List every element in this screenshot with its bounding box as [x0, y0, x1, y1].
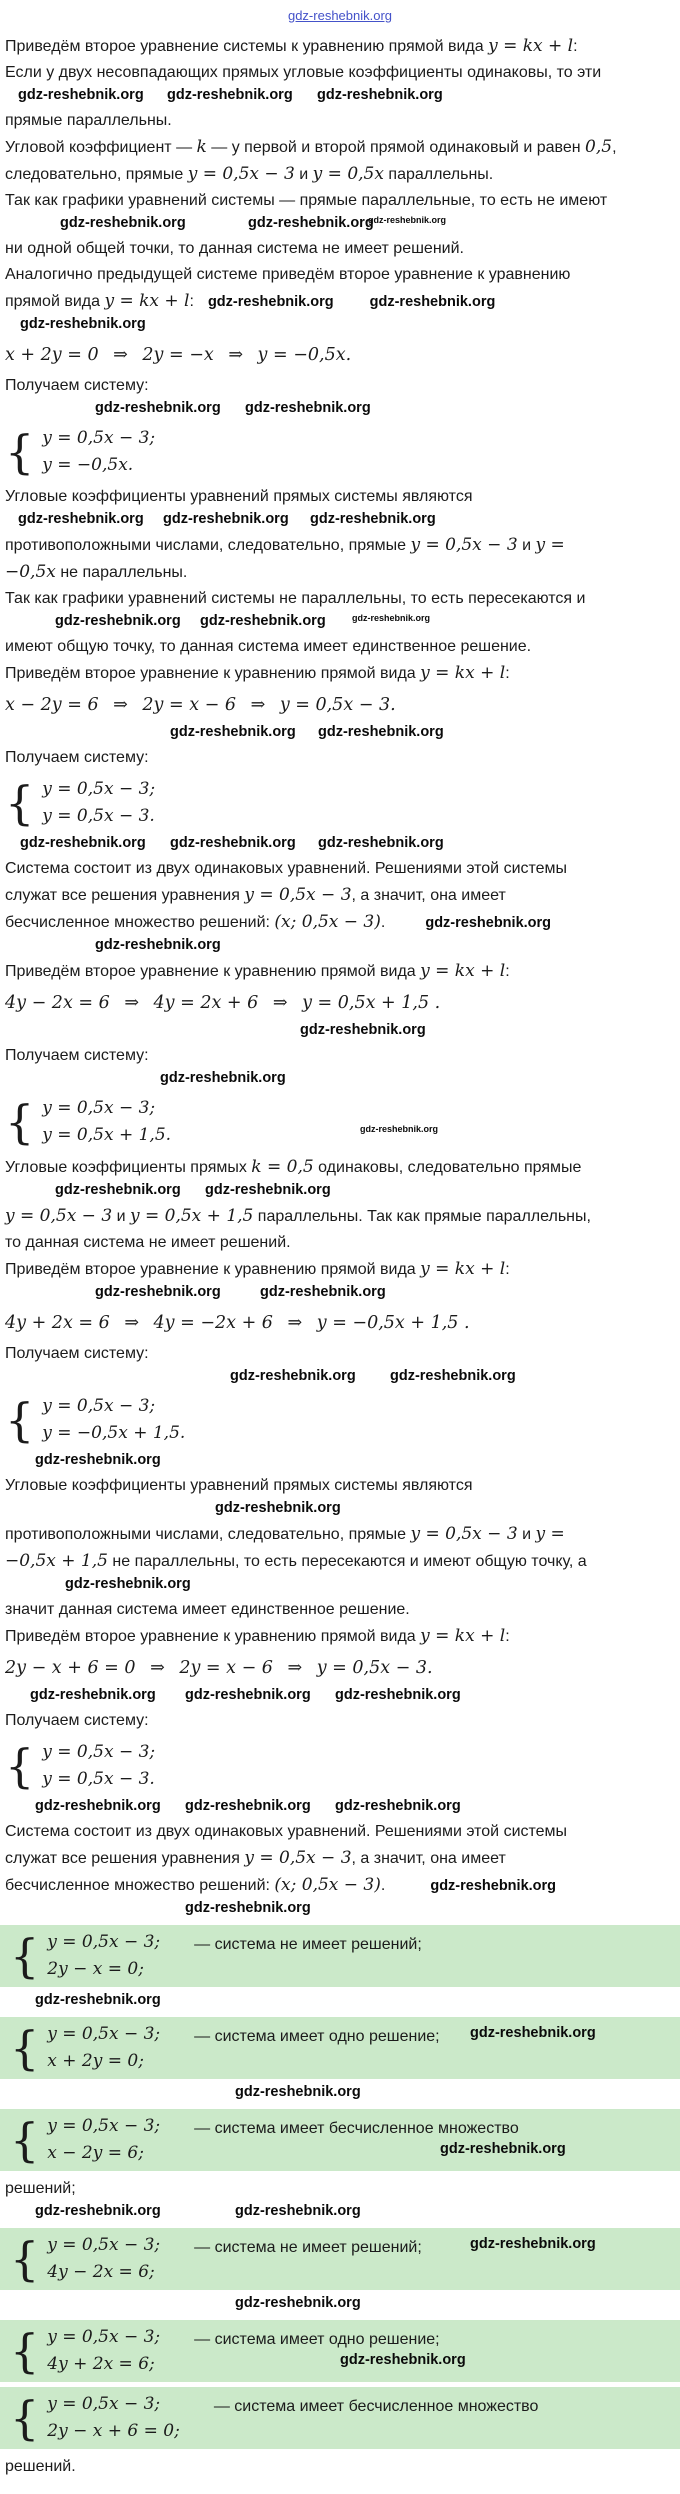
system-lines [47, 2113, 160, 2167]
system-lines [42, 1095, 171, 1149]
result-block [0, 2387, 680, 2449]
system-brace: { [10, 2232, 40, 2286]
implies-arrow-icon: ⇒ [250, 695, 266, 715]
result-note: — система не имеет решений; [194, 2239, 422, 2256]
system [5, 1095, 675, 1149]
math-inline: y = 0,5x + 1,5 [129, 1206, 254, 1226]
math-line: x + 2y = 0 ⇒ 2y = −x ⇒ y = −0,5x. [0, 337, 680, 373]
watermark-row [0, 1798, 680, 1818]
implies-arrow-icon: ⇒ [113, 345, 128, 365]
watermark-row [0, 215, 680, 235]
text-line [0, 2176, 680, 2202]
text-run: . [380, 1877, 386, 1894]
system-brace: { [10, 2113, 40, 2167]
system [5, 776, 675, 830]
watermark: gdz-reshebnik.org [300, 1022, 426, 1038]
math-inline: y = kx + l [104, 291, 190, 311]
text-run: , а значит, она имеет [351, 1850, 506, 1867]
system-equation: y = −0,5x. [42, 455, 134, 475]
text-run: одинаковы, следовательно прямые [313, 1159, 582, 1176]
watermark: gdz-reshebnik.org [170, 724, 296, 740]
solution-content [0, 33, 680, 2480]
watermark-row [0, 1284, 680, 1304]
text-run: : [505, 1628, 510, 1645]
text-line [0, 1203, 680, 1230]
system-lines [47, 1929, 160, 1983]
text-run: Аналогично предыдущей системе приведём второе уравнение к уравнению [5, 266, 571, 283]
text-run: и [294, 166, 313, 183]
watermark-row [0, 316, 680, 336]
system-brace: { [10, 2324, 40, 2378]
text-run: то данная система не имеет решений. [5, 1234, 291, 1251]
text-run: Если у двух несовпадающих прямых угловые коэффициенты одинаковы, то эти [5, 64, 602, 81]
math-inline: y = 0,5x − 3 [187, 164, 295, 184]
text-run: Приведём второе уравнение к уравнению прямой вида [5, 1628, 421, 1645]
watermark: gdz-reshebnik.org [18, 87, 144, 103]
math-inline: y = 0,5x − 3 [244, 885, 352, 905]
watermark: gdz-reshebnik.org [35, 2203, 161, 2219]
implies-arrow-icon: ⇒ [228, 345, 243, 365]
system-equation: y = 0,5x − 3; [42, 1742, 156, 1762]
math-inline: y = 0,5x − 3 [244, 1848, 352, 1868]
text-line [0, 188, 680, 214]
watermark-row [0, 1687, 680, 1707]
implies-arrow-icon: ⇒ [272, 993, 288, 1013]
watermark-row [0, 1500, 680, 1520]
watermark: gdz-reshebnik.org [163, 511, 289, 527]
system [10, 2391, 180, 2445]
watermark: gdz-reshebnik.org [95, 400, 221, 416]
watermark-row [0, 613, 680, 633]
text-run: Так как графики уравнений системы — прямые параллельные, то есть не имеют [5, 192, 608, 209]
watermark: gdz-reshebnik.org [18, 511, 144, 527]
text-line [0, 1548, 680, 1575]
text-line [0, 1473, 680, 1499]
watermark: gdz-reshebnik.org [170, 835, 296, 851]
system-brace: { [5, 1739, 35, 1793]
math-inline: y = kx + l [488, 36, 574, 56]
watermark-row [0, 1368, 680, 1388]
text-line [0, 909, 680, 936]
text-run: Угловые коэффициенты уравнений прямых системы являются [5, 1477, 473, 1494]
text-run: : [505, 963, 510, 980]
text-run: противоположными числами, следовательно, прямые [5, 537, 411, 554]
system-lines [42, 425, 155, 479]
implies-arrow-icon: ⇒ [113, 695, 128, 715]
text-line [0, 856, 680, 882]
math-line: 4y + 2x = 6 ⇒ 4y = −2x + 6 ⇒ y = −0,5x + 1,5 . [0, 1305, 680, 1341]
system-equation: y = 0,5x − 3; [47, 2327, 161, 2347]
system-equation: 4y + 2x = 6; [47, 2354, 155, 2374]
text-run: Система состоит из двух одинаковых уравнений. Решениями этой системы [5, 1823, 568, 1840]
watermark: gdz-reshebnik.org [35, 1798, 161, 1814]
system-equation: y = 0,5x − 3; [42, 1098, 156, 1118]
system-equation: y = 0,5x − 3. [42, 806, 155, 826]
watermark: gdz-reshebnik.org [205, 1182, 331, 1198]
system-brace: { [10, 2021, 40, 2075]
watermark-row [0, 835, 680, 855]
result-note: — система имеет бесчисленное множество [213, 2398, 539, 2415]
watermark: gdz-reshebnik.org [335, 1798, 461, 1814]
text-line [0, 1230, 680, 1256]
equation-system [0, 1092, 680, 1152]
text-run: Получаем систему: [5, 749, 149, 766]
text-run: решений; [5, 2180, 76, 2197]
text-run: Система состоит из двух одинаковых уравнений. Решениями этой системы [5, 860, 568, 877]
system-lines [42, 1739, 155, 1793]
watermark-row [0, 1992, 680, 2012]
watermark: gdz-reshebnik.org [35, 1992, 161, 2008]
system-brace: { [5, 425, 35, 479]
text-line [0, 882, 680, 909]
math-inline: −0,5x [5, 562, 56, 582]
system-equation: x − 2y = 6; [47, 2143, 144, 2163]
text-run: прямые параллельны. [5, 112, 172, 129]
text-line [0, 236, 680, 262]
text-run: Угловые коэффициенты прямых [5, 1159, 252, 1176]
watermark-row [0, 1452, 680, 1472]
watermark: gdz-reshebnik.org [20, 835, 146, 851]
result-note: — система имеет одно решение; [194, 2331, 440, 2348]
watermark: gdz-reshebnik.org [360, 1124, 439, 1134]
watermark-row [0, 2295, 680, 2315]
math-inline: y = [535, 535, 565, 555]
math-line: x − 2y = 6 ⇒ 2y = x − 6 ⇒ y = 0,5x − 3. [0, 687, 680, 723]
text-line [0, 1256, 680, 1283]
system-lines [47, 2021, 160, 2075]
watermark: gdz-reshebnik.org [340, 2352, 466, 2368]
watermark: gdz-reshebnik.org [167, 87, 293, 103]
result-note: — система имеет одно решение; [194, 2028, 440, 2045]
system-lines [47, 2324, 160, 2378]
text-run: не параллельны. [55, 564, 188, 581]
header [0, 4, 680, 33]
watermark: gdz-reshebnik.org [245, 400, 371, 416]
implies-arrow-icon: ⇒ [124, 993, 139, 1013]
text-run: служат все решения уравнения [5, 887, 245, 904]
watermark-row [0, 1070, 680, 1090]
equation-system [0, 773, 680, 833]
watermark: gdz-reshebnik.org [470, 2025, 596, 2041]
watermark: gdz-reshebnik.org [317, 87, 443, 103]
text-run: противоположными числами, следовательно, прямые [5, 1526, 411, 1543]
system-equation: y = 0,5x − 3; [42, 428, 156, 448]
system-lines [42, 1393, 185, 1447]
text-line [0, 33, 680, 60]
watermark-row [0, 511, 680, 531]
text-run: Угловые коэффициенты уравнений прямых системы являются [5, 488, 473, 505]
text-run: не параллельны, то есть пересекаются и имеют общую точку, а [107, 1553, 587, 1570]
text-run: и [517, 537, 536, 554]
text-run: прямой вида [5, 293, 105, 310]
text-line [0, 134, 680, 188]
watermark: gdz-reshebnik.org [369, 294, 496, 310]
text-line [0, 1623, 680, 1650]
math-inline: y = 0,5x − 3 [410, 1524, 518, 1544]
watermark: gdz-reshebnik.org [200, 613, 326, 629]
system-equation: y = 0,5x − 3; [42, 779, 156, 799]
watermark: gdz-reshebnik.org [160, 1070, 286, 1086]
system [10, 2324, 160, 2378]
system [10, 1929, 160, 1983]
watermark: gdz-reshebnik.org [368, 215, 447, 225]
math-inline: −0,5x + 1,5 [5, 1551, 108, 1571]
text-line [0, 60, 680, 86]
watermark: gdz-reshebnik.org [352, 613, 431, 623]
watermark: gdz-reshebnik.org [335, 1687, 461, 1703]
system-equation: 2y − x = 0; [47, 1959, 144, 1979]
result-block [0, 2017, 680, 2079]
system [5, 425, 675, 479]
math-inline: y = kx + l [420, 663, 506, 683]
watermark-row [0, 1900, 680, 1920]
result-block [0, 2228, 680, 2290]
text-run: Получаем систему: [5, 1047, 149, 1064]
watermark-row [0, 724, 680, 744]
text-line [0, 1597, 680, 1623]
watermark: gdz-reshebnik.org [185, 1687, 311, 1703]
text-line [0, 1872, 680, 1899]
watermark: gdz-reshebnik.org [65, 1576, 191, 1592]
result-block [0, 2320, 680, 2382]
text-run: Так как графики уравнений системы не параллельны, то есть пересекаются и [5, 590, 586, 607]
system-equation: 4y − 2x = 6; [47, 2262, 155, 2282]
system-equation: y = 0,5x − 3; [47, 2116, 161, 2136]
result-note: — система имеет бесчисленное множество [194, 2120, 519, 2137]
watermark-row [0, 1576, 680, 1596]
text-line [0, 958, 680, 985]
text-run: Приведём второе уравнение системы к уравнению прямой вида [5, 38, 489, 55]
math-inline: y = 0,5x − 3 [5, 1206, 113, 1226]
text-line [0, 559, 680, 586]
math-inline: y = kx + l [420, 961, 506, 981]
watermark: gdz-reshebnik.org [60, 215, 186, 231]
text-run: Приведём второе уравнение к уравнению прямой вида [5, 1261, 421, 1278]
system-brace: { [5, 1393, 35, 1447]
text-run: Получаем систему: [5, 1712, 149, 1729]
text-run: параллельны. [383, 166, 494, 183]
system-brace: { [10, 2391, 40, 2445]
result-block [0, 1925, 680, 1987]
equation-system [0, 422, 680, 482]
watermark: gdz-reshebnik.org [260, 1284, 386, 1300]
math-inline: k = 0,5 [251, 1157, 314, 1177]
text-run: бесчисленное множество решений: [5, 914, 275, 931]
text-run: значит данная система имеет единственное решение. [5, 1601, 410, 1618]
system-brace: { [5, 1095, 35, 1149]
watermark: gdz-reshebnik.org [390, 1368, 516, 1384]
implies-arrow-icon: ⇒ [150, 1658, 165, 1678]
text-run: решений. [5, 2458, 76, 2475]
site-link[interactable]: gdz-reshebnik.org [287, 8, 393, 23]
text-run: бесчисленное множество решений: [5, 1877, 275, 1894]
text-line [0, 2454, 680, 2480]
math-inline: y = [535, 1524, 565, 1544]
text-run: , а значит, она имеет [351, 887, 506, 904]
text-run: . [380, 914, 386, 931]
text-run: служат все решения уравнения [5, 1850, 245, 1867]
system-equation: y = 0,5x − 3; [47, 2235, 161, 2255]
watermark: gdz-reshebnik.org [30, 1687, 156, 1703]
text-run: параллельны. Так как прямые параллельны, [253, 1208, 591, 1225]
system-equation: y = 0,5x − 3. [42, 1769, 155, 1789]
math-line: 4y − 2x = 6 ⇒ 4y = 2x + 6 ⇒ y = 0,5x + 1,5 . [0, 985, 680, 1021]
system-equation: y = 0,5x − 3; [47, 1932, 161, 1952]
text-line [0, 108, 680, 134]
system-equation: y = −0,5x + 1,5. [42, 1423, 186, 1443]
system [10, 2113, 160, 2167]
text-run: : [189, 293, 194, 310]
math-line: 2y − x + 6 = 0 ⇒ 2y = x − 6 ⇒ y = 0,5x − 3. [0, 1650, 680, 1686]
text-line [0, 586, 680, 612]
math-inline: y = kx + l [420, 1626, 506, 1646]
text-run: : [573, 38, 578, 55]
text-line [0, 660, 680, 687]
watermark-row [0, 1022, 680, 1042]
system-brace: { [10, 1929, 40, 1983]
math-inline: y = 0,5x [312, 164, 384, 184]
system [5, 1739, 675, 1793]
watermark: gdz-reshebnik.org [248, 215, 374, 231]
text-run: Приведём второе уравнение к уравнению прямой вида [5, 963, 421, 980]
math-inline: 0,5 [585, 137, 613, 157]
watermark: gdz-reshebnik.org [430, 1878, 557, 1894]
text-run: : [505, 665, 510, 682]
text-line [0, 1341, 680, 1367]
text-run: Приведём второе уравнение к уравнению прямой вида [5, 665, 421, 682]
system [5, 1393, 675, 1447]
watermark-row [0, 1182, 680, 1202]
watermark: gdz-reshebnik.org [425, 915, 552, 931]
text-run: и [112, 1208, 130, 1225]
equation-system [0, 1390, 680, 1450]
watermark: gdz-reshebnik.org [215, 1500, 341, 1516]
system-equation: y = 0,5x − 3; [47, 2024, 161, 2044]
result-block [0, 2109, 680, 2171]
text-run: имеют общую точку, то данная система имеет единственное решение. [5, 638, 532, 655]
text-line [0, 1521, 680, 1548]
math-inline: y = kx + l [420, 1259, 506, 1279]
watermark: gdz-reshebnik.org [35, 1452, 161, 1468]
text-run: Угловой коэффициент — [5, 139, 197, 156]
system-lines [47, 2232, 160, 2286]
watermark: gdz-reshebnik.org [470, 2236, 596, 2252]
text-line [0, 745, 680, 771]
watermark-row [0, 87, 680, 107]
watermark: gdz-reshebnik.org [55, 1182, 181, 1198]
text-line [0, 288, 680, 315]
system-lines [47, 2391, 180, 2445]
watermark: gdz-reshebnik.org [235, 2203, 361, 2219]
watermark: gdz-reshebnik.org [55, 613, 181, 629]
watermark: gdz-reshebnik.org [95, 937, 221, 953]
watermark: gdz-reshebnik.org [440, 2141, 566, 2157]
text-run: — у первой и второй прямой одинаковый и равен [206, 139, 586, 156]
text-line [0, 1819, 680, 1845]
text-run: , следовательно, прямые [5, 139, 617, 183]
math-inline: (x; 0,5x − 3) [274, 912, 381, 932]
watermark: gdz-reshebnik.org [95, 1284, 221, 1300]
text-line [0, 634, 680, 660]
text-run: Получаем систему: [5, 377, 149, 394]
watermark: gdz-reshebnik.org [185, 1900, 311, 1916]
watermark: gdz-reshebnik.org [207, 294, 334, 310]
result-note: — система не имеет решений; [194, 1936, 422, 1953]
text-line [0, 484, 680, 510]
text-line [0, 1043, 680, 1069]
text-line [0, 1154, 680, 1181]
system-equation: y = 0,5x + 1,5. [42, 1125, 172, 1145]
system [10, 2021, 160, 2075]
text-line [0, 262, 680, 288]
watermark-row [0, 937, 680, 957]
text-run: : [505, 1261, 510, 1278]
watermark: gdz-reshebnik.org [318, 835, 444, 851]
system [10, 2232, 160, 2286]
watermark: gdz-reshebnik.org [230, 1368, 356, 1384]
text-run: ни одной общей точки, то данная система не имеет решений. [5, 240, 464, 257]
math-inline: y = 0,5x − 3 [410, 535, 518, 555]
watermark-row [0, 400, 680, 420]
implies-arrow-icon: ⇒ [287, 1658, 303, 1678]
math-inline: k [196, 137, 207, 157]
text-line [0, 532, 680, 559]
watermark: gdz-reshebnik.org [318, 724, 444, 740]
watermark: gdz-reshebnik.org [310, 511, 436, 527]
math-inline: (x; 0,5x − 3) [274, 1875, 381, 1895]
text-run: Получаем систему: [5, 1345, 149, 1362]
system-lines [42, 776, 155, 830]
watermark: gdz-reshebnik.org [235, 2084, 361, 2100]
system-equation: x + 2y = 0; [47, 2051, 144, 2071]
equation-system [0, 1736, 680, 1796]
system-equation: y = 0,5x − 3; [42, 1396, 156, 1416]
watermark: gdz-reshebnik.org [185, 1798, 311, 1814]
watermark-row [0, 2084, 680, 2104]
watermark-row [0, 2203, 680, 2223]
text-run: и [517, 1526, 536, 1543]
implies-arrow-icon: ⇒ [287, 1313, 303, 1333]
text-line [0, 1845, 680, 1872]
system-equation: 2y − x + 6 = 0; [47, 2421, 180, 2441]
text-line [0, 1708, 680, 1734]
system-brace: { [5, 776, 35, 830]
text-line [0, 373, 680, 399]
system-equation: y = 0,5x − 3; [47, 2394, 161, 2414]
implies-arrow-icon: ⇒ [124, 1313, 139, 1333]
watermark: gdz-reshebnik.org [235, 2295, 361, 2311]
watermark: gdz-reshebnik.org [20, 316, 146, 332]
